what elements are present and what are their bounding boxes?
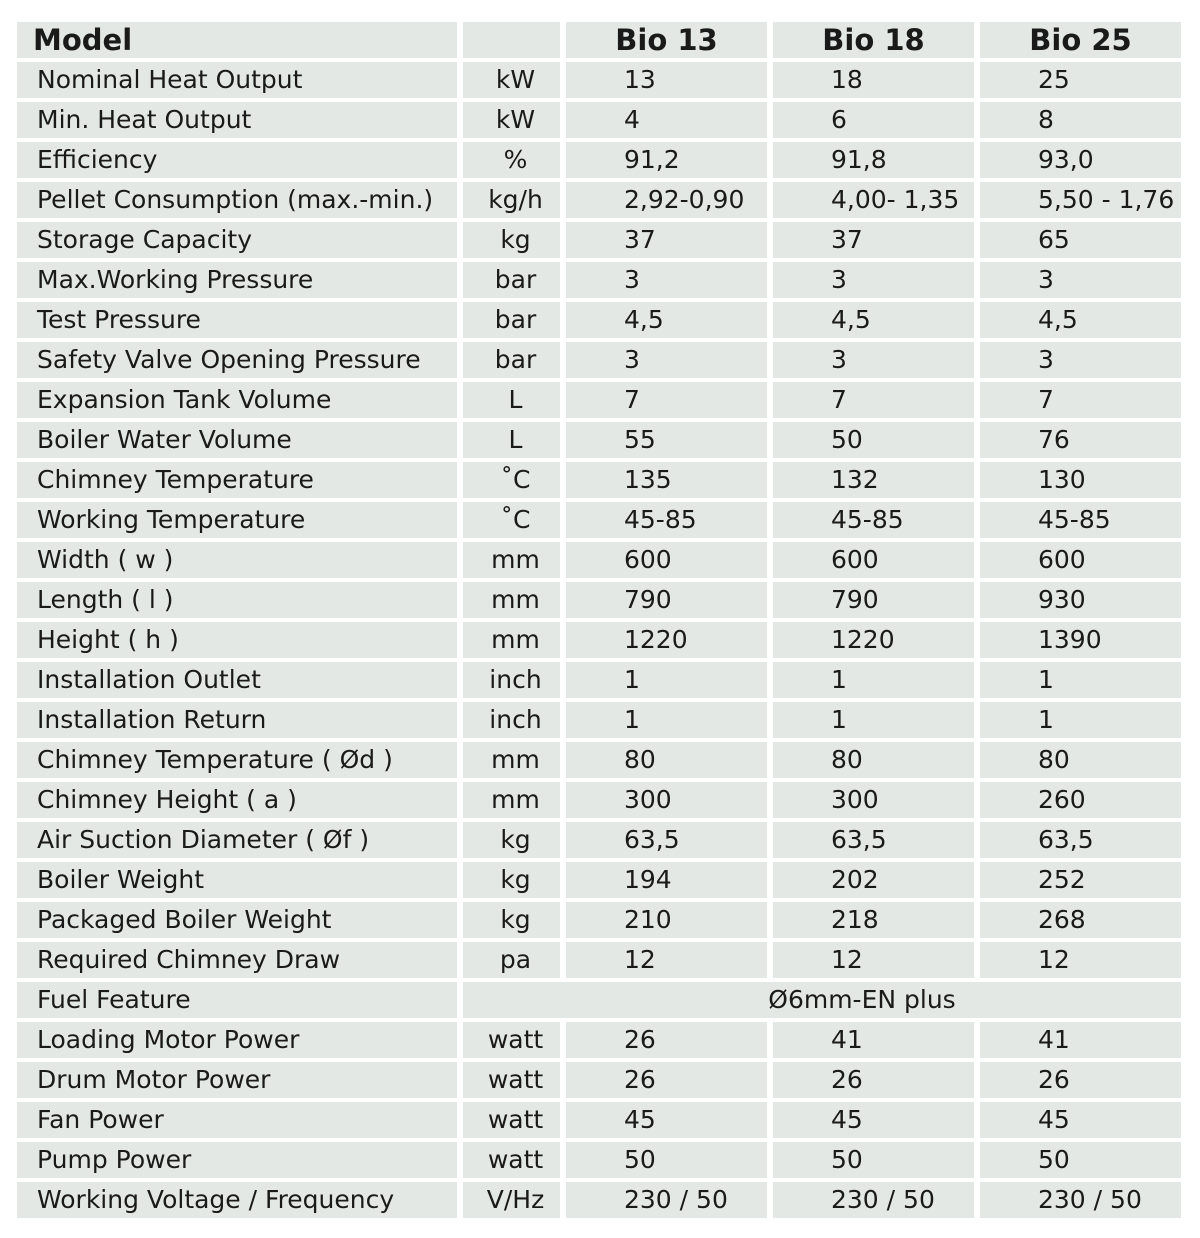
row-value: 45	[566, 1102, 767, 1138]
row-value: 37	[773, 222, 974, 258]
row-label: Pump Power	[17, 1142, 457, 1178]
row-value: 26	[566, 1062, 767, 1098]
row-value: 26	[773, 1062, 974, 1098]
header-model-bio-25: Bio 25	[980, 22, 1181, 58]
row-value: 600	[566, 542, 767, 578]
row-value: 4	[566, 102, 767, 138]
row-value: 25	[980, 62, 1181, 98]
row-value: 1	[980, 702, 1181, 738]
row-label: Min. Heat Output	[17, 102, 457, 138]
row-value: 3	[980, 262, 1181, 298]
row-value: 8	[980, 102, 1181, 138]
row-unit: %	[463, 142, 560, 178]
row-label: Air Suction Diameter ( Øf )	[17, 822, 457, 858]
row-value: 1220	[566, 622, 767, 658]
header-unit-cell	[463, 22, 560, 58]
row-unit: watt	[463, 1062, 560, 1098]
row-value: 135	[566, 462, 767, 498]
row-unit: kg	[463, 902, 560, 938]
row-label: Length ( l )	[17, 582, 457, 618]
row-merged-value: Ø6mm-EN plus	[463, 982, 1181, 1018]
header-model-bio-13: Bio 13	[566, 22, 767, 58]
row-value: 18	[773, 62, 974, 98]
row-value: 50	[980, 1142, 1181, 1178]
row-label: Boiler Water Volume	[17, 422, 457, 458]
row-label: Expansion Tank Volume	[17, 382, 457, 418]
row-value: 1	[773, 662, 974, 698]
row-value: 2,92-0,90	[566, 182, 767, 218]
row-value: 41	[980, 1022, 1181, 1058]
row-value: 132	[773, 462, 974, 498]
row-value: 45-85	[773, 502, 974, 538]
row-value: 5,50 - 1,76	[980, 182, 1181, 218]
row-unit: mm	[463, 622, 560, 658]
row-value: 202	[773, 862, 974, 898]
row-label: Storage Capacity	[17, 222, 457, 258]
row-value: 1	[773, 702, 974, 738]
row-value: 1	[980, 662, 1181, 698]
row-value: 4,5	[773, 302, 974, 338]
row-value: 1220	[773, 622, 974, 658]
row-value: 3	[980, 342, 1181, 378]
row-value: 268	[980, 902, 1181, 938]
row-value: 91,2	[566, 142, 767, 178]
row-unit: kg/h	[463, 182, 560, 218]
row-value: 13	[566, 62, 767, 98]
row-value: 600	[980, 542, 1181, 578]
row-value: 790	[773, 582, 974, 618]
row-value: 45-85	[980, 502, 1181, 538]
row-value: 65	[980, 222, 1181, 258]
row-value: 50	[773, 1142, 974, 1178]
row-value: 3	[773, 262, 974, 298]
row-label: Drum Motor Power	[17, 1062, 457, 1098]
row-value: 260	[980, 782, 1181, 818]
row-label: Chimney Temperature	[17, 462, 457, 498]
row-value: 80	[773, 742, 974, 778]
row-label: Nominal Heat Output	[17, 62, 457, 98]
row-value: 45	[773, 1102, 974, 1138]
row-value: 230 / 50	[773, 1182, 974, 1218]
row-unit: pa	[463, 942, 560, 978]
row-value: 3	[773, 342, 974, 378]
row-value: 1390	[980, 622, 1181, 658]
row-label: Loading Motor Power	[17, 1022, 457, 1058]
row-label: Chimney Temperature ( Ød )	[17, 742, 457, 778]
row-value: 63,5	[566, 822, 767, 858]
row-value: 37	[566, 222, 767, 258]
row-label: Working Temperature	[17, 502, 457, 538]
row-value: 194	[566, 862, 767, 898]
row-value: 790	[566, 582, 767, 618]
row-label: Installation Outlet	[17, 662, 457, 698]
row-value: 50	[773, 422, 974, 458]
row-value: 7	[566, 382, 767, 418]
row-value: 12	[773, 942, 974, 978]
row-value: 130	[980, 462, 1181, 498]
row-unit: bar	[463, 302, 560, 338]
row-unit: watt	[463, 1142, 560, 1178]
row-value: 80	[980, 742, 1181, 778]
header-model-bio-18: Bio 18	[773, 22, 974, 58]
row-value: 45	[980, 1102, 1181, 1138]
row-unit: ˚C	[463, 462, 560, 498]
row-label: Max.Working Pressure	[17, 262, 457, 298]
row-value: 7	[773, 382, 974, 418]
row-value: 63,5	[980, 822, 1181, 858]
row-value: 4,5	[566, 302, 767, 338]
row-unit: inch	[463, 702, 560, 738]
row-unit: kg	[463, 822, 560, 858]
row-unit: L	[463, 382, 560, 418]
row-value: 12	[566, 942, 767, 978]
row-label: Fan Power	[17, 1102, 457, 1138]
row-label: Chimney Height ( a )	[17, 782, 457, 818]
row-value: 93,0	[980, 142, 1181, 178]
row-value: 50	[566, 1142, 767, 1178]
row-value: 63,5	[773, 822, 974, 858]
row-value: 300	[773, 782, 974, 818]
row-unit: ˚C	[463, 502, 560, 538]
spec-table	[17, 22, 1175, 1218]
row-unit: mm	[463, 782, 560, 818]
row-value: 91,8	[773, 142, 974, 178]
row-label: Pellet Consumption (max.-min.)	[17, 182, 457, 218]
row-value: 3	[566, 262, 767, 298]
row-unit: bar	[463, 262, 560, 298]
row-label: Test Pressure	[17, 302, 457, 338]
row-value: 930	[980, 582, 1181, 618]
row-label: Safety Valve Opening Pressure	[17, 342, 457, 378]
row-value: 1	[566, 662, 767, 698]
row-value: 12	[980, 942, 1181, 978]
header-model-label: Model	[17, 22, 457, 58]
row-unit: watt	[463, 1022, 560, 1058]
row-label: Width ( w )	[17, 542, 457, 578]
row-value: 26	[980, 1062, 1181, 1098]
row-label: Height ( h )	[17, 622, 457, 658]
row-value: 218	[773, 902, 974, 938]
row-unit: kW	[463, 62, 560, 98]
row-unit: L	[463, 422, 560, 458]
row-value: 3	[566, 342, 767, 378]
row-value: 210	[566, 902, 767, 938]
row-label: Working Voltage / Frequency	[17, 1182, 457, 1218]
row-unit: watt	[463, 1102, 560, 1138]
row-value: 80	[566, 742, 767, 778]
row-label: Efficiency	[17, 142, 457, 178]
row-value: 4,5	[980, 302, 1181, 338]
row-unit: mm	[463, 542, 560, 578]
row-label: Required Chimney Draw	[17, 942, 457, 978]
row-unit: bar	[463, 342, 560, 378]
row-value: 76	[980, 422, 1181, 458]
row-label: Packaged Boiler Weight	[17, 902, 457, 938]
row-value: 26	[566, 1022, 767, 1058]
row-label: Installation Return	[17, 702, 457, 738]
row-value: 1	[566, 702, 767, 738]
row-value: 7	[980, 382, 1181, 418]
row-value: 600	[773, 542, 974, 578]
row-unit: kW	[463, 102, 560, 138]
row-value: 4,00- 1,35	[773, 182, 974, 218]
row-unit: kg	[463, 222, 560, 258]
row-value: 41	[773, 1022, 974, 1058]
row-unit: kg	[463, 862, 560, 898]
row-unit: inch	[463, 662, 560, 698]
row-unit: mm	[463, 742, 560, 778]
row-unit: V/Hz	[463, 1182, 560, 1218]
row-value: 230 / 50	[980, 1182, 1181, 1218]
row-value: 300	[566, 782, 767, 818]
row-value: 45-85	[566, 502, 767, 538]
row-value: 6	[773, 102, 974, 138]
row-label: Fuel Feature	[17, 982, 457, 1018]
row-unit: mm	[463, 582, 560, 618]
row-value: 230 / 50	[566, 1182, 767, 1218]
row-label: Boiler Weight	[17, 862, 457, 898]
row-value: 55	[566, 422, 767, 458]
row-value: 252	[980, 862, 1181, 898]
